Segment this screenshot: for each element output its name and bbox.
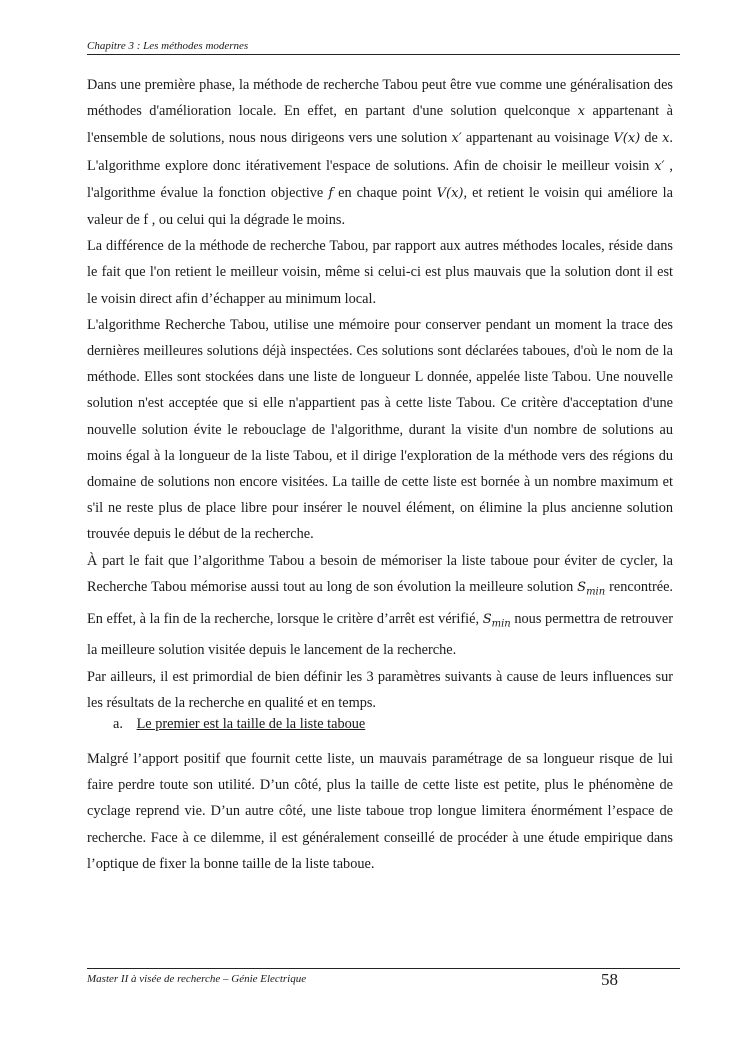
paragraph-4: À part le fait que l’algorithme Tabou a besoin de mémoriser la liste taboue pour éviter de cycler, la Recherche Tabou mémorise aussi tout au long de son évolution la meilleure solution $S_{min}$ rencontrée. En effet, à la fin de la recherche, lorsque le critère d’arrêt est vérifié, $S_{min}$ nous permettra de retrouver la meilleure solution visitée depuis le lancement de la recherche. bbox=[87, 552, 673, 659]
paragraph-2: La différence de la méthode de recherche Tabou, par rapport aux autres méthodes locales, réside dans le fait que l'on retient le meilleur voisin, même si celui-ci est plus mauvais que la solution dont il est le voisin direct afin d’échapper au minimum local. bbox=[87, 238, 673, 307]
paragraph-3: L'algorithme Recherche Tabou, utilise une mémoire pour conserver pendant un moment la trace des dernières meilleures solutions déjà inspectées. Ces solutions sont déclarées taboues, d'où le nom de la méthode. Elles sont stockées dans une liste de longueur L donnée, appelée liste Tabou. Une nouvelle solution n'est acceptée que si elle n'appartient pas à cette liste Tabou. Ce critère d'acceptation d'une nouvelle solution évite le rebouclage de l'algorithme, durant la visite d'un nombre de solutions au moins égal à la longueur de la liste Tabou, et il dirige l'exploration de la méthode vers des régions du domaine de solutions non encore visitées. La taille de cette liste est bornée à un nombre maximum et s'il ne reste plus de place libre pour insérer le nouvel élément, on élimine la plus ancienne solution trouvée depuis le début de la recherche. bbox=[87, 316, 673, 543]
math-v-of-x: V(x) bbox=[436, 185, 464, 201]
running-header bbox=[87, 40, 680, 55]
main-text bbox=[87, 72, 673, 716]
paragraph-1: Dans une première phase, la méthode de recherche Tabou peut être vue comme une généralisation des méthodes d'amélioration locale. En effet, en partant d'une solution quelconque x appartenant à l'ensemble de solutions, nous nous dirigeons vers une solution x′ appartenant au voisinage V(x) de x. L'algorithme explore donc itérativement l'espace de solutions. Afin de choisir le meilleur voisin x′ , l'algorithme évalue la fonction objective f en chaque point V(x), et retient le voisin qui améliore la valeur de f , ou celui qui la dégrade le moins. bbox=[87, 77, 673, 229]
math-x: x bbox=[662, 131, 670, 147]
math-f: f bbox=[328, 185, 334, 201]
paragraph-6: Malgré l’apport positif que fournit cette liste, un mauvais paramétrage de sa longueur risque de lui faire perdre toute son utilité. D’un côté, plus la taille de cette liste est petite, plus le phénomène de cyclage reprend vie. D’un autre côté, une liste taboue trop longue limitera énormément l’espace de recherche. Face à ce dilemme, il est généralement conseillé de procéder à une étude empirique dans l’optique de fixer la bonne taille de la liste taboue. bbox=[87, 751, 673, 872]
math-x-prime: x′ bbox=[654, 158, 665, 174]
chapter-title: Chapitre 3 : Les méthodes modernes bbox=[87, 40, 249, 52]
math-x: x bbox=[577, 104, 585, 120]
paragraph-5: Par ailleurs, il est primordial de bien définir les 3 paramètres suivants à cause de leurs influences sur les résultats de la recherche en qualité et en temps. bbox=[87, 668, 673, 711]
footer-text: Master II à visée de recherche – Génie Electrique bbox=[87, 973, 307, 985]
list-marker: a. bbox=[113, 716, 123, 732]
math-s-min: $S_{min}$ bbox=[577, 579, 606, 598]
math-x-prime: x′ bbox=[451, 131, 462, 147]
page-number: 58 bbox=[601, 970, 618, 989]
math-v-of-x: V(x) bbox=[613, 131, 641, 147]
list-item-title: Le premier est la taille de la liste taboue bbox=[136, 716, 366, 732]
list-item-a bbox=[113, 711, 365, 737]
math-s-min: $S_{min}$ bbox=[482, 611, 511, 630]
section-2-text bbox=[87, 746, 673, 877]
page-footer bbox=[87, 968, 680, 985]
